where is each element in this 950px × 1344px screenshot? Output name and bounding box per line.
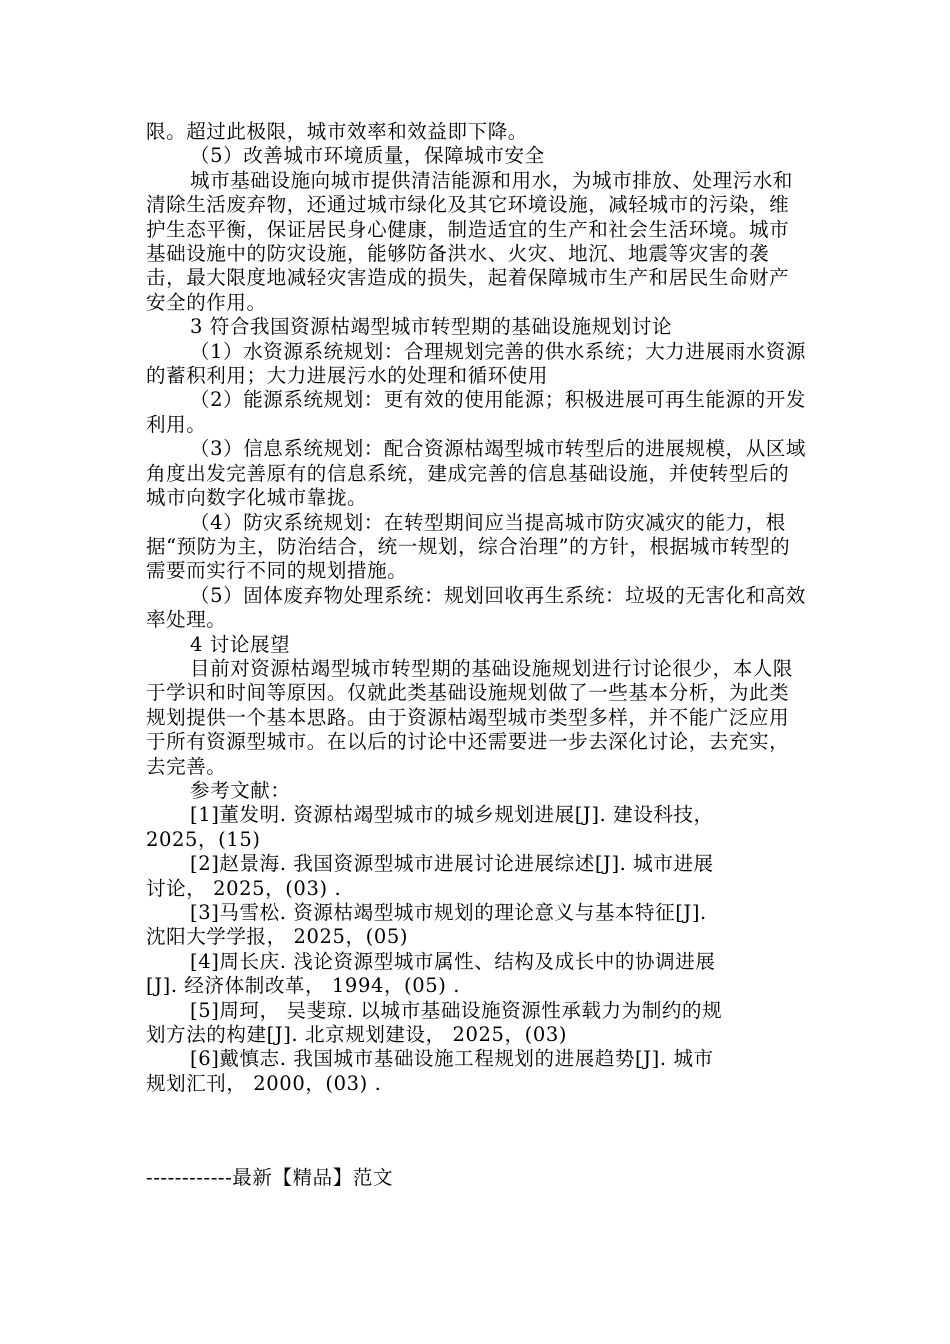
reference-item (146, 1047, 806, 1096)
reference-line: [5]周珂， 吴斐琼. 以城市基础设施资源性承载力为制约的规 (190, 998, 723, 1022)
reference-list (146, 803, 806, 1096)
item-information: （3）信息系统规划：配合资源枯竭型城市转型后的进展规模，从区域角度出发完善原有的信息系统，建成完善的信息基础设施，并使转型后的城市向数字化城市靠拢。 (146, 437, 807, 510)
reference-line: 划方法的构建[J]. 北京规划建设， 2025，(03) (146, 1023, 568, 1047)
item-water-resources: （1）水资源系统规划：合理规划完善的供水系统；大力进展雨水资源的蓄积利用；大力进展污水的处理和循环使用 (146, 339, 807, 388)
reference-item (146, 950, 806, 999)
item-energy: （2）能源系统规划：更有效的使用能源；积极进展可再生能源的开发利用。 (146, 388, 807, 436)
item-solid-waste: （5）固体废弃物处理系统：规划回收再生系统：垃圾的无害化和高效率处理。 (146, 583, 807, 632)
reference-item (146, 852, 806, 901)
paragraph-continuation: 限。超过此极限，城市效率和效益即下降。 (146, 120, 528, 143)
reference-line: [3]马雪松. 资源枯竭型城市规划的理论意义与基本特征[J]. (190, 901, 707, 924)
section-heading-3: 3 符合我国资源枯竭型城市转型期的基础设施规划讨论 (190, 315, 673, 339)
reference-item (146, 803, 806, 852)
reference-item (146, 901, 806, 950)
page-footer: ------------最新【精品】范文 (146, 1166, 394, 1189)
section-heading-5: （5）改善城市环境质量，保障城市安全 (190, 144, 545, 168)
paragraph-outlook: 目前对资源枯竭型城市转型期的基础设施规划进行讨论很少，本人限于学识和时间等原因。仅就此类基础设施规划做了一些基本分析，为此类规划提供一个基本思路。由于资源枯竭型城市类型多样，并不能广泛应用于所有资源型城市。在以后的讨论中还需要进一步去深化讨论，去充实，去完善。 (146, 656, 794, 778)
reference-line: [2]赵景海. 我国资源型城市进展讨论进展综述[J]. 城市进展 (190, 852, 714, 876)
section-heading-4: 4 讨论展望 (190, 632, 291, 656)
reference-line: 讨论， 2025，(03) . (146, 876, 342, 900)
reference-line: 沈阳大学学报， 2025，(05) (146, 925, 409, 949)
reference-line: [4]周长庆. 浅论资源型城市属性、结构及成长中的协调进展 (190, 949, 716, 973)
paragraph-environment: 城市基础设施向城市提供清洁能源和用水，为城市排放、处理污水和清除生活废弃物，还通过城市绿化及其它环境设施，减轻城市的污染，维护生态平衡，保证居民身心健康，制造适宜的生产和社会生活环境。城市基础设施中的防灾设施，能够防备洪水、火灾、地沉、地震等灾害的袭击，最大限度地减轻灾害造成的损失，起着保障城市生产和居民生命财产安全的作用。 (146, 168, 794, 314)
references-heading: 参考文献： (190, 778, 291, 802)
reference-line: 2025，(15) (146, 827, 261, 851)
item-disaster-prevention: （4）防灾系统规划：在转型期间应当提高城市防灾减灾的能力，根据“预防为主，防治结合，统一规划，综合治理”的方针，根据城市转型的需要而实行不同的规划措施。 (146, 510, 791, 583)
reference-line: [6]戴慎志. 我国城市基础设施工程规划的进展趋势[J]. 城市 (190, 1047, 714, 1071)
reference-line: [1]董发明. 资源枯竭型城市的城乡规划进展[J]. 建设科技， (190, 803, 714, 827)
reference-item (146, 999, 806, 1048)
document-body (146, 120, 806, 1096)
reference-line: 规划汇刊， 2000，(03) . (146, 1071, 382, 1095)
reference-line: [J]. 经济体制改革， 1994，(05) . (146, 974, 461, 998)
